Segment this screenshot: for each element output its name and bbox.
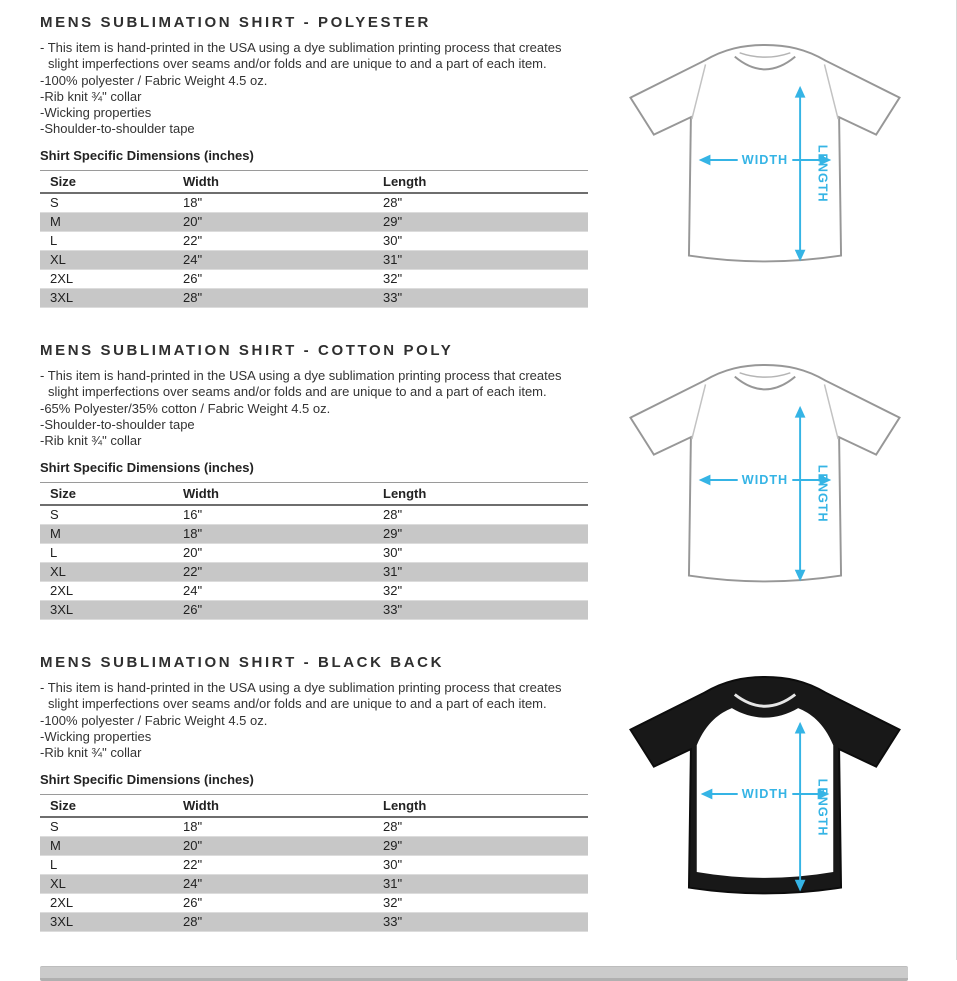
width-label: WIDTH [741,472,789,487]
length-cell: 28" [383,193,588,213]
table-row [40,582,588,601]
size-cell: M [40,525,183,544]
bullet-line: -Rib knit ¾" collar [40,745,142,760]
width-cell: 18" [183,525,383,544]
dimensions-heading: Shirt Specific Dimensions (inches) [40,148,254,163]
size-col-header: Size [40,483,183,506]
bullet-line: -Rib knit ¾" collar [40,433,142,448]
bullet-line: -100% polyester / Fabric Weight 4.5 oz. [40,713,268,728]
section-text-column [40,654,600,932]
table-row [40,856,588,875]
table-row [40,563,588,582]
bullet-line: -Shoulder-to-shoulder tape [40,417,195,432]
length-cell: 32" [383,270,588,289]
bullet-line: -65% Polyester/35% cotton / Fabric Weight 4.5 oz. [40,401,331,416]
bullet-line: - This item is hand-printed in the USA using a dye sublimation printing process that creates slight imperfections over seams and/or folds and are unique to and a part of each item. [40,368,562,399]
bullet-line: -Rib knit ¾" collar [40,89,142,104]
dimensions-heading: Shirt Specific Dimensions (inches) [40,460,254,475]
size-table [40,482,588,620]
size-cell: M [40,213,183,232]
width-cell: 22" [183,856,383,875]
size-cell: S [40,817,183,837]
width-cell: 26" [183,601,383,620]
table-row [40,193,588,213]
tshirt-diagram [600,342,930,620]
width-cell: 20" [183,837,383,856]
length-cell: 32" [383,894,588,913]
section-title: MENS SUBLIMATION SHIRT - BLACK BACK [40,654,445,671]
section-cotton-poly [40,342,956,620]
size-cell: S [40,505,183,525]
tshirt-white-diagram [609,355,921,607]
section-text-column [40,14,600,308]
width-cell: 24" [183,582,383,601]
length-cell: 30" [383,856,588,875]
width-cell: 18" [183,193,383,213]
length-cell: 31" [383,563,588,582]
bullet-line: - This item is hand-printed in the USA using a dye sublimation printing process that creates slight imperfections over seams and/or folds and are unique to and a part of each item. [40,680,562,711]
length-cell: 30" [383,544,588,563]
table-row [40,232,588,251]
size-cell: 2XL [40,582,183,601]
table-row [40,837,588,856]
width-cell: 28" [183,913,383,932]
length-col-header: Length [383,171,588,194]
width-cell: 26" [183,894,383,913]
length-label: LENGTH [815,464,830,523]
section-polyester [40,14,956,308]
tshirt-diagram [600,14,930,308]
width-col-header: Width [183,171,383,194]
section-text-column [40,342,600,620]
width-col-header: Width [183,483,383,506]
size-cell: XL [40,251,183,270]
width-cell: 18" [183,817,383,837]
length-cell: 32" [383,582,588,601]
width-cell: 20" [183,213,383,232]
length-label: LENGTH [815,778,830,837]
width-cell: 16" [183,505,383,525]
size-cell: L [40,232,183,251]
table-row [40,525,588,544]
length-cell: 33" [383,913,588,932]
table-row [40,601,588,620]
bullet-line: -Wicking properties [40,105,152,120]
length-cell: 30" [383,232,588,251]
width-label: WIDTH [741,786,789,801]
section-title: MENS SUBLIMATION SHIRT - COTTON POLY [40,342,454,359]
width-cell: 24" [183,251,383,270]
size-cell: 2XL [40,270,183,289]
size-cell: L [40,544,183,563]
tshirt-black-back-diagram [609,667,921,919]
section-title: MENS SUBLIMATION SHIRT - POLYESTER [40,14,431,31]
length-cell: 29" [383,837,588,856]
width-cell: 24" [183,875,383,894]
dimensions-heading: Shirt Specific Dimensions (inches) [40,772,254,787]
length-cell: 28" [383,505,588,525]
size-cell: 3XL [40,289,183,308]
table-row [40,544,588,563]
width-cell: 22" [183,232,383,251]
table-row [40,270,588,289]
table-row [40,213,588,232]
length-cell: 31" [383,251,588,270]
length-col-header: Length [383,483,588,506]
table-row [40,505,588,525]
table-row [40,251,588,270]
length-cell: 33" [383,601,588,620]
width-cell: 26" [183,270,383,289]
size-table [40,794,588,932]
size-cell: L [40,856,183,875]
table-header-row [40,483,588,506]
size-col-header: Size [40,795,183,818]
length-cell: 31" [383,875,588,894]
size-cell: 2XL [40,894,183,913]
table-row [40,289,588,308]
length-cell: 28" [383,817,588,837]
table-row [40,913,588,932]
size-cell: XL [40,563,183,582]
size-cell: 3XL [40,913,183,932]
table-row [40,875,588,894]
tshirt-white-diagram [609,35,921,287]
section-black-back [40,654,956,932]
width-col-header: Width [183,795,383,818]
tshirt-outline [630,677,899,893]
length-cell: 33" [383,289,588,308]
size-cell: 3XL [40,601,183,620]
length-col-header: Length [383,795,588,818]
width-cell: 28" [183,289,383,308]
bullet-line: - This item is hand-printed in the USA using a dye sublimation printing process that creates slight imperfections over seams and/or folds and are unique to and a part of each item. [40,40,562,71]
table-header-row [40,795,588,818]
bullet-line: -Wicking properties [40,729,152,744]
size-table [40,170,588,308]
length-cell: 29" [383,525,588,544]
size-col-header: Size [40,171,183,194]
size-cell: S [40,193,183,213]
table-row [40,894,588,913]
width-label: WIDTH [741,152,789,167]
table-row [40,817,588,837]
table-header-row [40,171,588,194]
bullet-line: -100% polyester / Fabric Weight 4.5 oz. [40,73,268,88]
tshirt-diagram [600,654,930,932]
length-label: LENGTH [815,144,830,203]
size-cell: M [40,837,183,856]
width-cell: 22" [183,563,383,582]
next-table-partial [40,966,908,981]
bullet-line: -Shoulder-to-shoulder tape [40,121,195,136]
size-cell: XL [40,875,183,894]
length-cell: 29" [383,213,588,232]
width-cell: 20" [183,544,383,563]
